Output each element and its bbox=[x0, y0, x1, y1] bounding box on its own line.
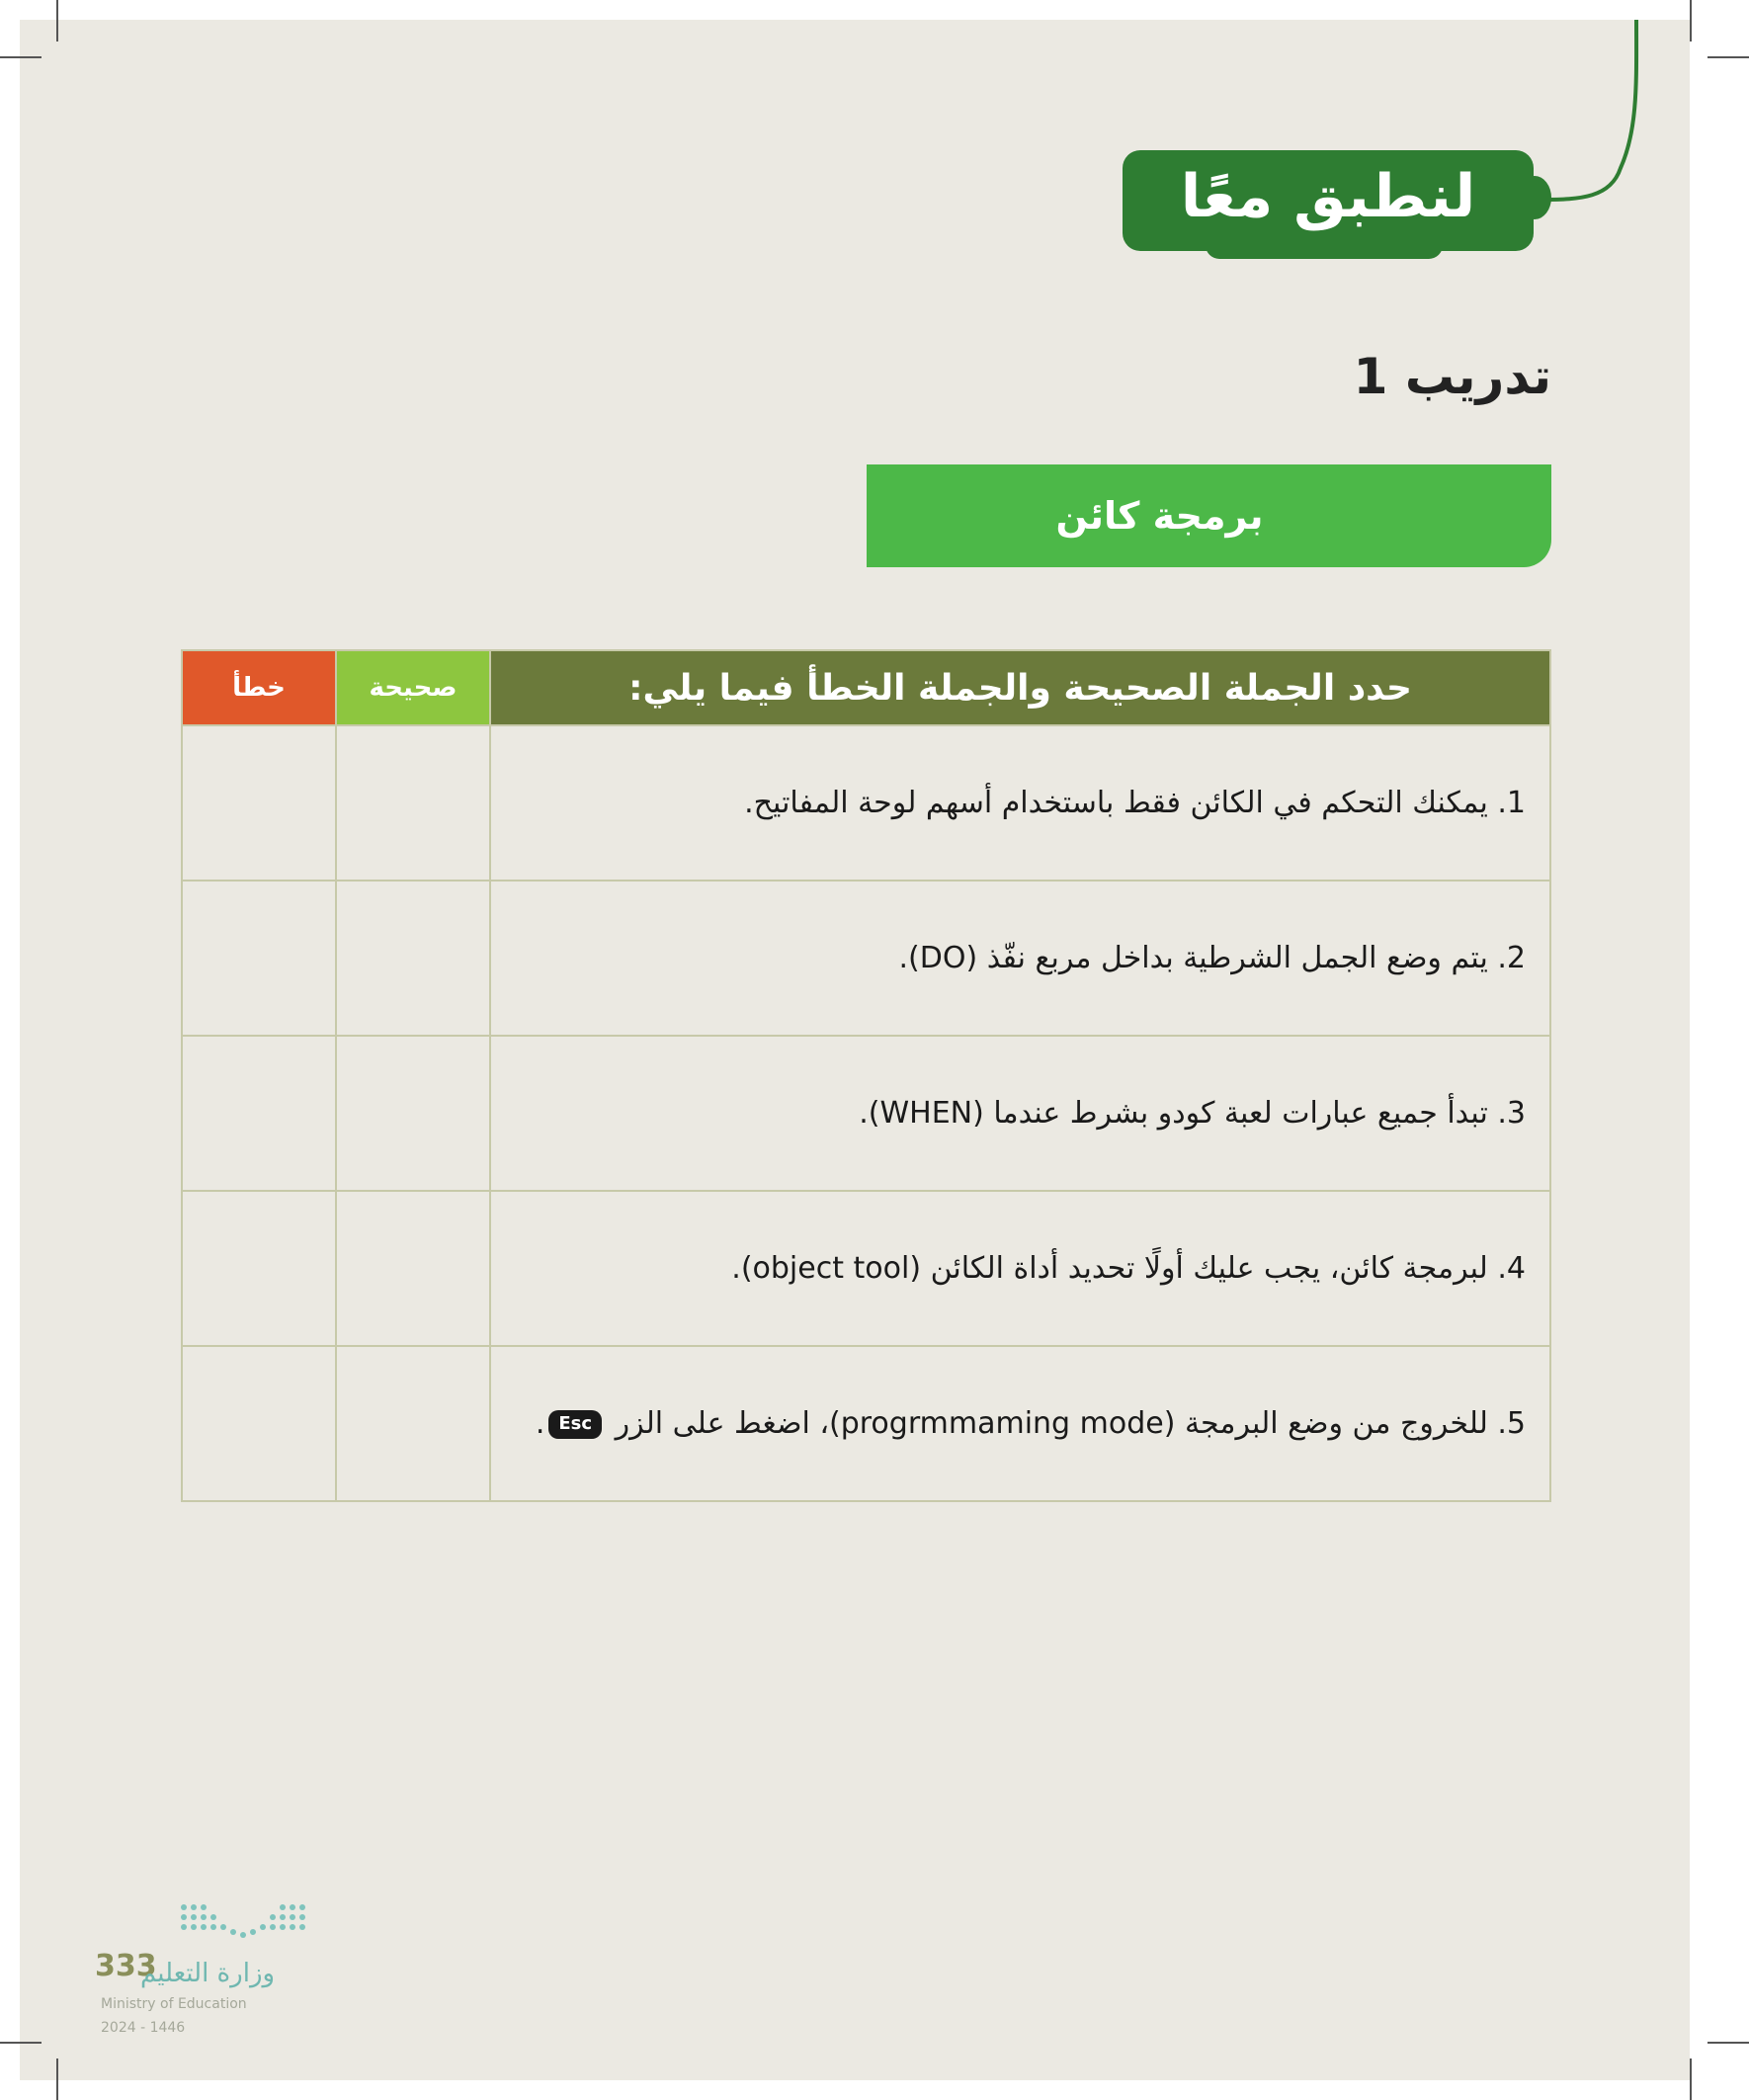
subtitle-bar bbox=[867, 464, 1551, 567]
crop-mark bbox=[56, 0, 58, 42]
crop-mark bbox=[1690, 2058, 1692, 2100]
true-answer-cell[interactable] bbox=[336, 725, 490, 881]
crop-mark bbox=[1707, 56, 1749, 58]
table-row bbox=[182, 1346, 1550, 1501]
edition-year: 2024 - 1446 bbox=[101, 2020, 186, 2036]
false-answer-cell[interactable] bbox=[182, 725, 336, 881]
crop-mark bbox=[0, 2042, 42, 2044]
false-answer-cell[interactable] bbox=[182, 881, 336, 1036]
crop-mark bbox=[1690, 0, 1692, 42]
crop-mark bbox=[56, 2058, 58, 2100]
table-row bbox=[182, 1036, 1550, 1191]
table-row bbox=[182, 1191, 1550, 1346]
table-header-row bbox=[182, 650, 1550, 725]
statement-cell: 1. يمكنك التحكم في الكائن فقط باستخدام أسهم لوحة المفاتيح. bbox=[490, 725, 1550, 881]
banner bbox=[1123, 150, 1534, 251]
table-row bbox=[182, 881, 1550, 1036]
footer bbox=[95, 1897, 352, 2046]
true-answer-cell[interactable] bbox=[336, 881, 490, 1036]
esc-key-icon: Esc bbox=[548, 1410, 602, 1439]
true-column-header: صحيحة bbox=[336, 650, 490, 725]
statement-cell: 3. تبدأ جميع عبارات لعبة كودو بشرط عندما (WHEN). bbox=[490, 1036, 1550, 1191]
true-false-table bbox=[181, 649, 1551, 1502]
true-answer-cell[interactable] bbox=[336, 1191, 490, 1346]
false-answer-cell[interactable] bbox=[182, 1346, 336, 1501]
statement-end: . bbox=[535, 1406, 545, 1441]
crop-mark bbox=[0, 56, 42, 58]
prompt-header: حدد الجملة الصحيحة والجملة الخطأ فيما يلي: bbox=[490, 650, 1550, 725]
statement-cell bbox=[490, 1346, 1550, 1501]
false-column-header: خطأ bbox=[182, 650, 336, 725]
table-row bbox=[182, 725, 1550, 881]
page-number: 333 bbox=[95, 1949, 157, 1983]
statement-cell: 2. يتم وضع الجمل الشرطية بداخل مربع نفّذ (DO). bbox=[490, 881, 1550, 1036]
banner-title: لنطبق معًا bbox=[1180, 162, 1476, 231]
section-title: تدريب 1 bbox=[1353, 348, 1551, 405]
true-answer-cell[interactable] bbox=[336, 1346, 490, 1501]
ministry-name-ar: وزارة التعليم bbox=[140, 1959, 276, 1988]
false-answer-cell[interactable] bbox=[182, 1036, 336, 1191]
statement-text: 5. للخروج من وضع البرمجة (progrmmaming mode)، اضغط على الزر bbox=[615, 1406, 1526, 1441]
crop-mark bbox=[1707, 2042, 1749, 2044]
false-answer-cell[interactable] bbox=[182, 1191, 336, 1346]
subtitle-text: برمجة كائن bbox=[1055, 494, 1264, 538]
ministry-name-en: Ministry of Education bbox=[101, 1996, 247, 2012]
ministry-logo-icon bbox=[174, 1897, 332, 1957]
true-answer-cell[interactable] bbox=[336, 1036, 490, 1191]
statement-cell: 4. لبرمجة كائن، يجب عليك أولًا تحديد أداة الكائن (object tool). bbox=[490, 1191, 1550, 1346]
